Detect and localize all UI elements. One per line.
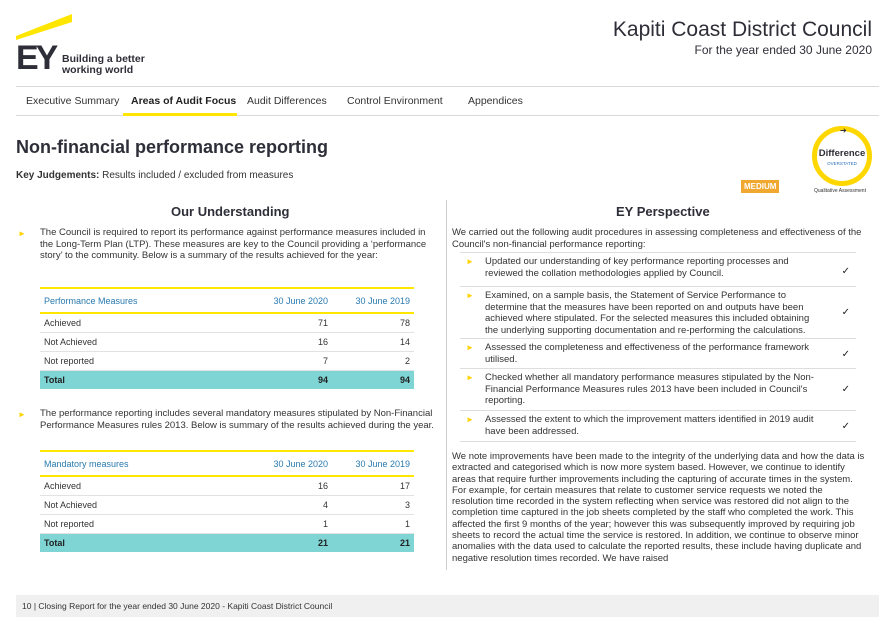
table-total-row — [40, 533, 414, 552]
report-period: For the year ended 30 June 2020 — [694, 43, 872, 57]
procedure-text: Examined, on a sample basis, the Statement of Service Performance to determine that the measures have been reported on and outputs have been achieved where stipulated. For the selected measures this included obtaining the underlying supporting documentation and re-performing the calculations. — [485, 290, 810, 336]
check-icon: ✓ — [841, 307, 850, 318]
procedure-text: Checked whether all mandatory performance measures stipulated by the Non-Financial Performance Measures rules 2013 have been included in Council's reporting. — [485, 372, 814, 406]
table-cell: 1 — [332, 514, 414, 533]
table-row — [40, 332, 414, 351]
nav-appendices[interactable]: Appendices — [468, 95, 523, 107]
table-cell: 21 — [250, 533, 332, 552]
procedure-item — [460, 410, 856, 442]
table-cell: 3 — [332, 495, 414, 514]
performance-measures-table — [40, 287, 414, 389]
table-header-cell: 30 June 2019 — [332, 288, 414, 313]
our-understanding-heading: Our Understanding — [171, 204, 290, 219]
bullet-arrow-icon: ► — [466, 343, 474, 352]
table-header-cell: Performance Measures — [40, 288, 250, 313]
table-cell: 4 — [250, 495, 332, 514]
table-row — [40, 514, 414, 533]
bullet-text: The performance reporting includes several mandatory measures stipulated by Non-Financial Performance Measures rules 2013. Below is summary of the results achieved during the year. — [40, 408, 434, 431]
table-header-cell: 30 June 2020 — [250, 451, 332, 476]
table-cell: 1 — [250, 514, 332, 533]
nav-control-environment[interactable]: Control Environment — [347, 95, 443, 107]
check-icon: ✓ — [841, 421, 850, 432]
procedure-item — [460, 338, 856, 368]
table-cell: 7 — [250, 351, 332, 370]
table-cell: 78 — [332, 313, 414, 332]
bullet-arrow-icon: ► — [466, 257, 474, 266]
nav-areas-of-audit-focus[interactable]: Areas of Audit Focus — [131, 95, 237, 107]
gauge-arrow-icon: ➔ — [840, 126, 847, 135]
table-cell: 16 — [250, 332, 332, 351]
bullet-text: The Council is required to report its performance against performance measures included in the Long-Term Plan (LTP). These measures are key to the Council providing a ‘performance story’ to the community. Below is a summary of the results achieved for the year: — [40, 227, 427, 261]
table-cell: 2 — [332, 351, 414, 370]
bullet-arrow-icon: ► — [18, 229, 26, 238]
gauge-sublabel: OVERSTATED — [827, 161, 857, 166]
perspective-note: We note improvements have been made to the integrity of the underlying data and how the data is extracted and categorised which is now more system based. However, we continue to identify areas that require further improvements including the capturing of accurate times in the system. For example, for certain measures that relate to customer service requests we noted the resolution time recorded in the system reflecting when service was restored did not align to the completion time captured in the job sheets completed by the staff who completed the work. This affected the first 9 months of the year; however this was subsequently improved by requiring job sheets to record the actual time the service is restored. In addition, we continue to observe minor anomalies with the data used to calculate the reported results, these include having duplicate and negative resolution times recorded. We have raised — [452, 451, 865, 564]
table-cell: 14 — [332, 332, 414, 351]
footer-text: 10 | Closing Report for the year ended 30 June 2020 - Kapiti Coast District Council — [22, 601, 333, 611]
table-cell: Achieved — [40, 313, 250, 332]
nav-audit-differences[interactable]: Audit Differences — [247, 95, 327, 107]
key-judgements — [16, 170, 293, 181]
tagline-line-1: Building a better — [62, 53, 145, 65]
table-cell: 94 — [250, 370, 332, 389]
key-judgements-label: Key Judgements: — [16, 170, 100, 181]
ey-logo — [16, 14, 146, 76]
difference-gauge — [812, 126, 872, 186]
page-title: Non-financial performance reporting — [16, 137, 329, 157]
table-cell: 21 — [332, 533, 414, 552]
bullet-arrow-icon: ► — [466, 291, 474, 300]
tagline-line-2: working world — [62, 64, 134, 76]
gauge-caption: Qualitative Assessment — [814, 188, 866, 194]
check-icon: ✓ — [841, 266, 850, 277]
bullet-arrow-icon: ► — [466, 415, 474, 424]
procedure-item — [460, 252, 856, 286]
check-icon: ✓ — [841, 349, 850, 360]
table-header-cell: 30 June 2020 — [250, 288, 332, 313]
table-cell: 16 — [250, 476, 332, 495]
procedure-text: Updated our understanding of key performance reporting processes and reviewed the collation methodologies applied by Council. — [485, 256, 789, 279]
table-row — [40, 313, 414, 332]
table-cell: Achieved — [40, 476, 250, 495]
table-cell: 17 — [332, 476, 414, 495]
bullet-arrow-icon: ► — [466, 373, 474, 382]
table-cell: Not Achieved — [40, 332, 250, 351]
nav-active-underline — [123, 113, 237, 116]
ey-logo-mark: EY — [16, 39, 56, 77]
perspective-intro: We carried out the following audit procedures in assessing completeness and effectiveness of the Council's non-financial performance reporting: — [452, 227, 862, 250]
table-cell: Not reported — [40, 351, 250, 370]
table-header-row — [40, 451, 414, 476]
table-header-cell: Mandatory measures — [40, 451, 250, 476]
company-name: Kapiti Coast District Council — [612, 18, 872, 41]
check-icon: ✓ — [841, 384, 850, 395]
ey-logo-tagline — [62, 54, 145, 76]
table-cell: 71 — [250, 313, 332, 332]
ey-perspective-heading: EY Perspective — [616, 204, 710, 219]
table-cell: Total — [40, 370, 250, 389]
page-footer — [16, 595, 879, 617]
table-cell: Not reported — [40, 514, 250, 533]
nav-executive-summary[interactable]: Executive Summary — [26, 95, 120, 107]
procedure-text: Assessed the completeness and effectiveness of the performance framework utilised. — [485, 342, 810, 365]
procedure-text: Assessed the extent to which the improvement matters identified in 2019 audit have been addressed. — [485, 414, 814, 437]
table-row — [40, 495, 414, 514]
table-cell: Total — [40, 533, 250, 552]
table-cell: Not Achieved — [40, 495, 250, 514]
table-cell: 94 — [332, 370, 414, 389]
column-divider — [446, 200, 447, 570]
procedure-item — [460, 286, 856, 338]
mandatory-measures-table — [40, 450, 414, 552]
table-total-row — [40, 370, 414, 389]
procedure-item — [460, 368, 856, 410]
table-header-row — [40, 288, 414, 313]
table-header-cell: 30 June 2019 — [332, 451, 414, 476]
section-nav — [16, 86, 879, 116]
bullet-arrow-icon: ► — [18, 410, 26, 419]
rating-badge: MEDIUM — [741, 180, 779, 193]
key-judgements-text: Results included / excluded from measures — [102, 170, 294, 181]
table-row — [40, 351, 414, 370]
understanding-bullet-2 — [18, 408, 438, 444]
table-row — [40, 476, 414, 495]
gauge-label: Difference — [818, 148, 866, 159]
understanding-bullet-1 — [18, 227, 438, 275]
